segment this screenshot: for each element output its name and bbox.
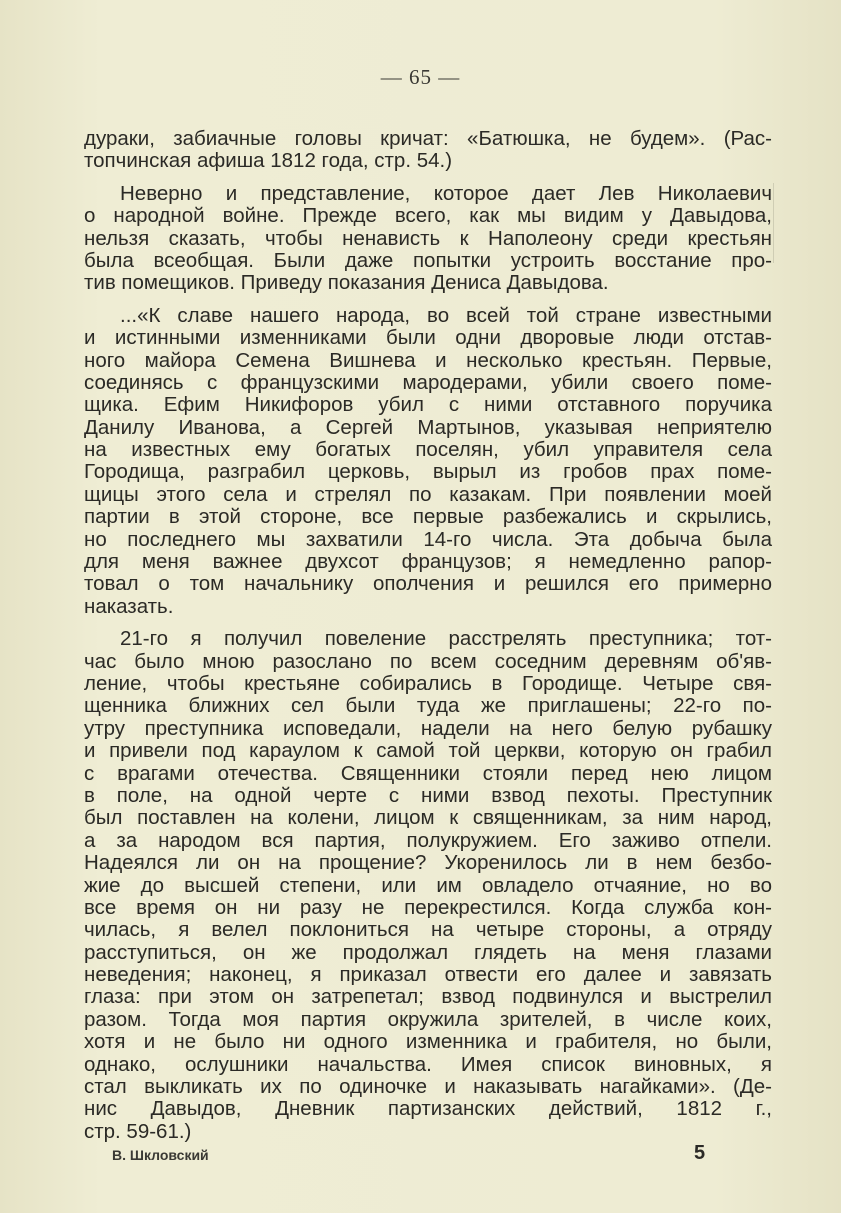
text-line: на известных ему богатых поселян, убил управителя села — [84, 438, 772, 462]
scan-artifact-line — [773, 183, 774, 263]
text-line: нельзя сказать, чтобы ненависть к Наполеону среди крестьян — [84, 226, 772, 250]
text-line: неведения; наконец, я приказал отвести его далее и завязать — [84, 963, 772, 987]
text-line: нис Давыдов, Дневник партизанских действий, 1812 г., — [84, 1097, 772, 1121]
text-line: утру преступника исповедали, надели на него белую рубашку — [84, 716, 772, 740]
text-line: Надеялся ли он на прощение? Укоренилось ли в нем безбо- — [84, 851, 772, 875]
text-line: о народной войне. Прежде всего, как мы видим у Давыдова, — [84, 204, 772, 228]
text-line: партии в этой стороне, все первые разбежались и скрылись, — [84, 505, 772, 529]
text-line: час было мною разослано по всем соседним деревням об'яв- — [84, 649, 772, 673]
text-line: для меня важнее двухсот французов; я немедленно рапор- — [84, 550, 772, 574]
text-line: ного майора Семена Вишнева и несколько крестьян. Первые, — [84, 348, 772, 372]
text-line: но последнего мы захватили 14-го числа. Эта добыча была — [84, 527, 772, 551]
text-line: Данилу Иванова, а Сергей Мартынов, указывая неприятелю — [84, 415, 772, 439]
text-line: наказать. — [84, 594, 174, 618]
text-line: соединясь с французскими мародерами, убили своего поме- — [84, 370, 772, 394]
text-line: а за народом вся партия, полукружием. Его заживо отпели. — [84, 828, 772, 852]
text-line: щика. Ефим Никифоров убил с ними отставного поручика — [84, 393, 772, 417]
text-line: все время он ни разу не перекрестился. Когда служба кон- — [84, 895, 772, 919]
text-line: ление, чтобы крестьяне собирались в Городище. Четыре свя- — [84, 671, 772, 695]
text-line: был поставлен на колени, лицом к священникам, за ним народ, — [84, 806, 772, 830]
body-text — [84, 128, 772, 1143]
page-number: — 65 — — [380, 65, 461, 89]
text-line: тив помещиков. Приведу показания Дениса Давыдова. — [84, 271, 609, 295]
quote-paragraph — [84, 305, 772, 618]
text-line: топчинская афиша 1812 года, стр. 54.) — [84, 149, 453, 173]
paragraph — [84, 183, 772, 295]
text-line: 21-го я получил повеление расстрелять преступника; тот- — [120, 627, 772, 651]
text-line: Городища, разграбил церковь, вырыл из гробов прах поме- — [84, 460, 772, 484]
text-line: однако, ослушники начальства. Имея список виновных, я — [84, 1052, 772, 1076]
text-line: и привели под караулом к самой той церкви, которую он грабил — [84, 739, 772, 763]
text-line: чилась, я велел поклониться на четыре стороны, а отряду — [84, 918, 772, 942]
quote-paragraph — [84, 628, 772, 1143]
text-line: стал выкликать их по одиночке и наказывать нагайками». (Де- — [84, 1075, 772, 1099]
text-line: глаза: при этом он затрепетал; взвод подвинулся и выстрелил — [84, 985, 772, 1009]
text-line: в поле, на одной черте с ними взвод пехоты. Преступник — [84, 783, 772, 807]
text-line: Неверно и представление, которое дает Лев Николаевич — [120, 181, 772, 205]
text-line: жие до высшей степени, или им овладело отчаяние, но во — [84, 873, 772, 897]
text-line: с врагами отечества. Священники стояли перед нею лицом — [84, 761, 772, 785]
text-line: стр. 59-61.) — [84, 1119, 192, 1143]
text-line: щицы этого села и стрелял по казакам. При появлении моей — [84, 482, 772, 506]
text-line: дураки, забиачные головы кричат: «Батюшка, не будем». (Рас- — [84, 127, 772, 150]
text-line: ...«К славе нашего народа, во всей той стране известными — [120, 303, 772, 327]
sheet-number: 5 — [694, 1142, 706, 1164]
text-line: щенника ближних сел были туда же приглашены; 22-го по- — [84, 694, 772, 718]
text-line: товал о том начальнику ополчения и решился его примерно — [84, 572, 772, 596]
paragraph — [84, 128, 772, 173]
text-line: разом. Тогда моя партия окружила зрителей, в числе коих, — [84, 1007, 772, 1031]
text-line: была всеобщая. Были даже попытки устроить восстание про- — [84, 248, 772, 272]
signature-mark: В. Шкловский — [112, 1147, 209, 1163]
text-line: расступиться, он же продолжал глядеть на меня глазами — [84, 940, 772, 964]
text-line: и истинными изменниками были одни дворовые люди отстав- — [84, 326, 772, 350]
text-line: хотя и не было ни одного изменника и грабителя, но были, — [84, 1030, 772, 1054]
